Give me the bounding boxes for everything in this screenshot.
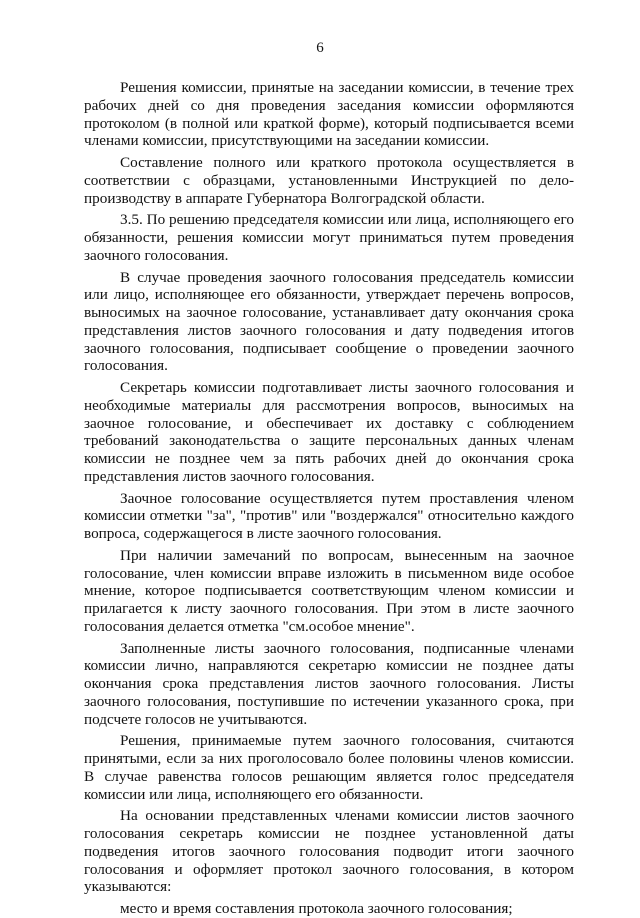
paragraph: Секретарь комиссии подготавливает листы заочного голосования и необходимые материалы для рассмотрения вопросов, выносимых на заочное голосование, и обеспечивает их доставку с соблюдением требований законодательства о защите персональных данных членам комиссии не позднее чем за пять рабочих дней до окончания срока представления листов заочного голосования. — [84, 379, 574, 485]
paragraph: Заочное голосование осуществляется путем проставления членом комиссии отметки "за", "против" или "воздержался" относительно каждого вопроса, содержащегося в листе заочного голосования. — [84, 489, 574, 542]
paragraph: Заполненные листы заочного голосования, подписанные членами комиссии лично, направляются секретарю комиссии не позднее даты окончания срока представления листов заочного голосования. Листы заочного голосования, поступившие по истечении указанного срока, при подсчете голосов не учитываются. — [84, 639, 574, 728]
paragraph: В случае проведения заочного голосования председатель комиссии или лицо, исполняющее его обязанности, утверждает перечень вопросов, выносимых на заочное голосование, устанавливает дату окончания срока представления листов заочного голосования и дату подведения итогов заочного голосования, подписывает сообщение о проведении заочного голосования. — [84, 268, 574, 375]
paragraph: При наличии замечаний по вопросам, вынесенным на заочное голосование, член комиссии вправе изложить в письменном виде особое мнение, которое подписывается соответствующим членом комиссии и прилагается к листу заочного голосования. При этом в листе заочного голосования делается отметка "см.особое мнение". — [84, 546, 574, 635]
paragraph: 3.5. По решению председателя комиссии или лица, исполняющего его обязанности, решения комиссии могут приниматься путем проведения заочного голосования. — [84, 211, 574, 264]
paragraph: Составление полного или краткого протокола осуществляется в соответствии с образцами, установленными Инструкцией по дело-производству в аппарате Губернатора Волгоградской области. — [84, 154, 574, 207]
paragraph: Решения, принимаемые путем заочного голосования, считаются принятыми, если за них проголосовало более половины членов комиссии. В случае равенства голосов решающим является голос председателя комиссии или лица, исполняющего его обязанности. — [84, 732, 574, 803]
paragraph: место и время составления протокола заочного голосования; — [120, 900, 513, 917]
paragraph: Решения комиссии, принятые на заседании комиссии, в течение трех рабочих дней со дня проведения заседания комиссии оформляются протоколом (в полной или краткой форме), который подписывается всеми членами комиссии, присутствующими на заседании комиссии. — [84, 79, 574, 150]
document-body — [84, 79, 574, 918]
page-number: 6 — [316, 40, 324, 56]
paragraph: На основании представленных членами комиссии листов заочного голосования секретарь комиссии не позднее установленной даты подведения итогов заочного голосования подводит итоги заочного голосования и оформляет протокол заочного голосования, в котором указываются: — [84, 807, 574, 896]
